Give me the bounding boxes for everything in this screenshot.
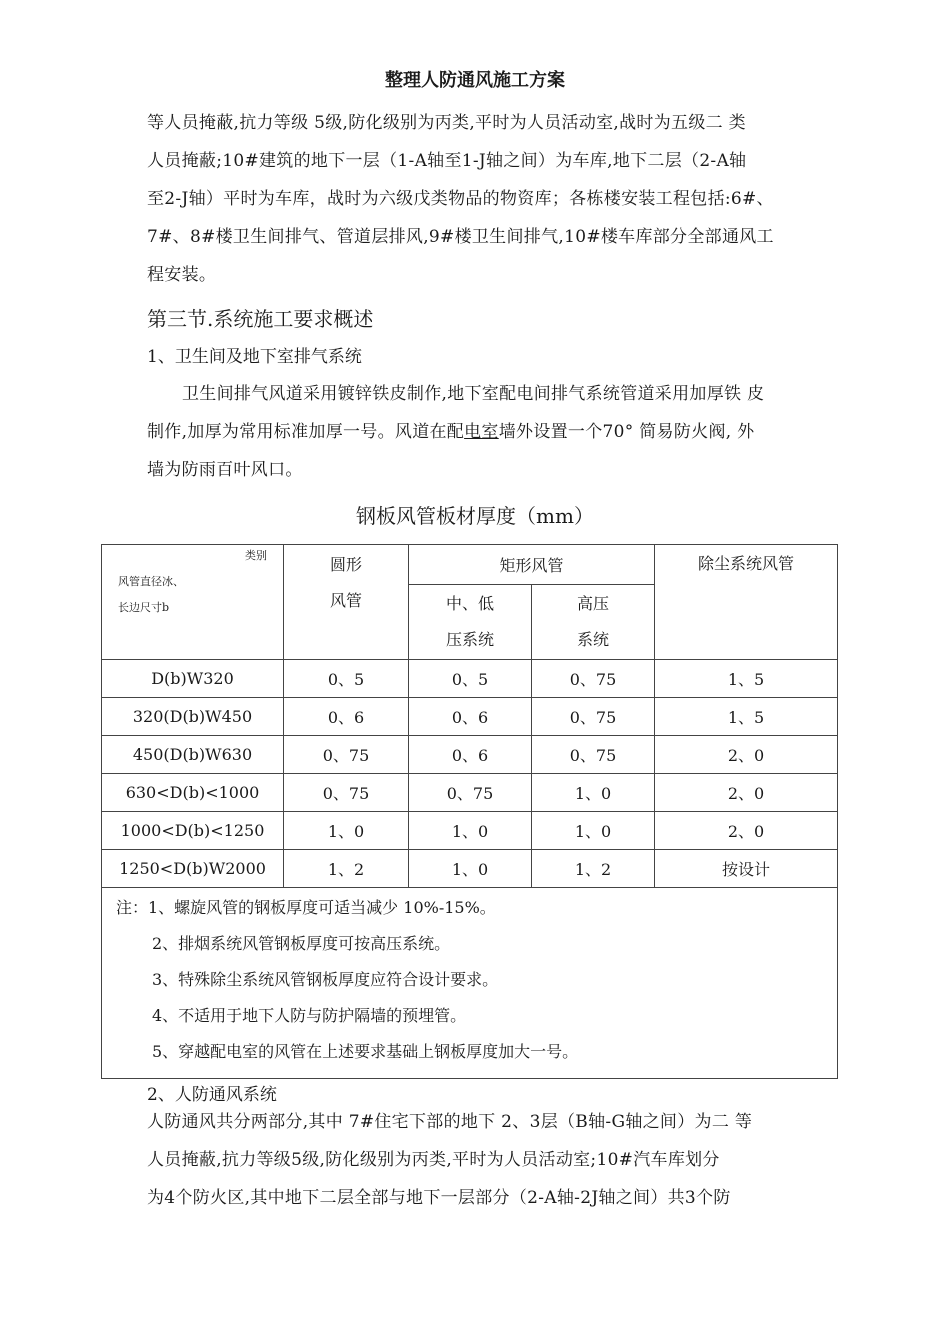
corner-category-label: 类别 [245, 549, 267, 562]
value-cell: 0、5 [409, 660, 532, 698]
value-cell: 1、0 [532, 774, 655, 812]
size-cell: 1000<D(b)<1250 [102, 812, 284, 850]
corner-size-label-2: 长边尺寸b [118, 601, 170, 614]
value-cell: 按设计 [655, 850, 838, 888]
value-cell: 1、5 [655, 698, 838, 736]
mid-low-pressure-header [409, 585, 532, 660]
corner-size-label-1: 风管直径冰、 [118, 575, 184, 588]
note-line: 4、不适用于地下人防与防护隔墙的预埋管。 [152, 1006, 467, 1025]
table-header-row [102, 545, 838, 585]
table-caption: 钢板风管板材厚度（mm） [356, 504, 594, 528]
corner-header-cell [102, 545, 284, 660]
page-title: 整理人防通风施工方案 [385, 70, 565, 91]
header-text: 中、低 [445, 594, 494, 614]
sub1-paragraph-cont [147, 413, 754, 489]
value-cell: 0、75 [284, 774, 409, 812]
text-span: 墙外设置一个70° 简易防火阀, 外 [498, 422, 755, 442]
value-cell: 2、0 [655, 812, 838, 850]
underlined-text: 电室 [464, 422, 499, 442]
text-line: 卫生间排气风道采用镀锌铁皮制作,地下室配电间排气系统管道采用加厚铁 皮 [182, 384, 765, 404]
table-row [102, 812, 838, 850]
round-duct-header [284, 545, 409, 660]
header-text: 圆形 [329, 555, 362, 574]
value-cell: 0、6 [409, 736, 532, 774]
value-cell: 0、75 [409, 774, 532, 812]
subsection-heading-2: 2、人防通风系统 [147, 1085, 277, 1105]
table-row [102, 850, 838, 888]
header-text: 风管 [329, 591, 362, 610]
value-cell: 1、2 [532, 850, 655, 888]
note-line: 注：1、螺旋风管的钢板厚度可适当减少 10%-15%。 [116, 898, 496, 917]
text-span: 制作,加厚为常用标准加厚一号。风道在配 [147, 422, 465, 442]
notes-cell [102, 888, 838, 1079]
rect-duct-header: 矩形风管 [409, 545, 655, 585]
value-cell: 1、0 [284, 812, 409, 850]
value-cell: 2、0 [655, 736, 838, 774]
text-line: 7#、8#楼卫生间排气、管道层排风,9#楼卫生间排气,10#楼车库部分全部通风工 [147, 227, 774, 247]
size-cell: D(b)W320 [102, 660, 284, 698]
text-line: 为4个防火区,其中地下二层全部与地下一层部分（2-A轴-2J轴之间）共3个防 [147, 1188, 731, 1208]
note-line: 2、排烟系统风管钢板厚度可按高压系统。 [152, 934, 451, 953]
header-text: 高压 [577, 594, 610, 614]
section-heading: 第三节.系统施工要求概述 [147, 307, 374, 331]
note-line: 5、穿越配电室的风管在上述要求基础上钢板厚度加大一号。 [152, 1042, 579, 1061]
text-line [147, 413, 754, 451]
size-cell: 1250<D(b)W2000 [102, 850, 284, 888]
text-line: 等人员掩蔽,抗力等级 5级,防化级别为丙类,平时为人员活动室,战时为五级二 类 [147, 113, 746, 133]
value-cell: 2、0 [655, 774, 838, 812]
value-cell: 1、2 [284, 850, 409, 888]
table-row [102, 736, 838, 774]
sub2-paragraph [147, 1103, 752, 1217]
value-cell: 0、75 [532, 660, 655, 698]
text-line: 程安装。 [147, 265, 217, 285]
table-notes-row [102, 888, 838, 1079]
high-pressure-header [532, 585, 655, 660]
sub1-paragraph [182, 375, 764, 413]
value-cell: 1、0 [409, 850, 532, 888]
value-cell: 0、75 [532, 698, 655, 736]
table-row [102, 698, 838, 736]
note-line: 3、特殊除尘系统风管钢板厚度应符合设计要求。 [152, 970, 499, 989]
value-cell: 0、6 [409, 698, 532, 736]
header-text: 系统 [577, 630, 610, 650]
intro-paragraph [147, 104, 774, 294]
value-cell: 1、0 [532, 812, 655, 850]
value-cell: 1、0 [409, 812, 532, 850]
text-line: 墙为防雨百叶风口。 [147, 460, 303, 480]
dust-duct-header: 除尘系统风管 [655, 545, 838, 660]
text-line: 人员掩蔽;10#建筑的地下一层（1-A轴至1-J轴之间）为车库,地下二层（2-A轴 [147, 151, 747, 171]
size-cell: 320(D(b)W450 [102, 698, 284, 736]
value-cell: 0、5 [284, 660, 409, 698]
header-text: 压系统 [445, 630, 494, 650]
thickness-table [101, 544, 838, 1079]
text-line: 人员掩蔽,抗力等级5级,防化级别为丙类,平时为人员活动室;10#汽车库划分 [147, 1150, 720, 1170]
subsection-heading-1: 1、卫生间及地下室排气系统 [147, 347, 362, 367]
value-cell: 0、75 [284, 736, 409, 774]
value-cell: 1、5 [655, 660, 838, 698]
table-row [102, 774, 838, 812]
table-row [102, 660, 838, 698]
text-line: 人防通风共分两部分,其中 7#住宅下部的地下 2、3层（B轴-G轴之间）为二 等 [147, 1112, 753, 1132]
text-line: 至2-J轴）平时为车库，战时为六级戊类物品的物资库；各栋楼安装工程包括:6#、 [147, 189, 774, 209]
value-cell: 0、75 [532, 736, 655, 774]
size-cell: 450(D(b)W630 [102, 736, 284, 774]
value-cell: 0、6 [284, 698, 409, 736]
size-cell: 630<D(b)<1000 [102, 774, 284, 812]
